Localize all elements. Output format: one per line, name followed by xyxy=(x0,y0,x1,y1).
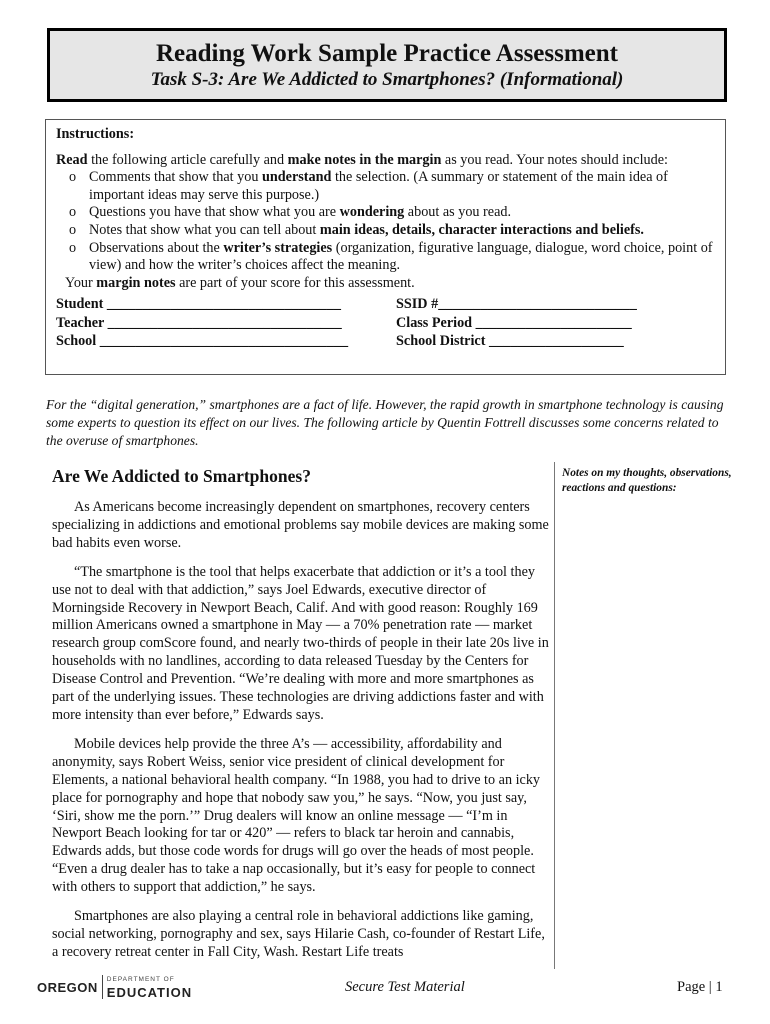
school-field[interactable]: School ___________________________________ xyxy=(56,332,349,349)
instructions-lead xyxy=(56,152,715,170)
text-run: Observations about the xyxy=(89,239,224,256)
margin-notes-column[interactable] xyxy=(554,462,770,969)
text-run: Comments that show that you xyxy=(89,169,263,186)
student-field[interactable]: Student _________________________________ xyxy=(56,296,341,313)
fields-right-column xyxy=(396,296,637,351)
teacher-field[interactable]: Teacher _________________________________ xyxy=(56,314,342,331)
bullet-marker: o xyxy=(69,169,77,186)
instructions-closing xyxy=(56,275,715,293)
logo-education-text: EDUCATION xyxy=(106,984,193,1000)
article-paragraph: As Americans become increasingly dependent on smartphones, recovery centers specializing in addictions and emotional problems say mobile devices are making some bad habits even worse. xyxy=(52,499,549,551)
bullet-marker: o xyxy=(69,221,77,238)
bold-text-run: main ideas, details, character interactions and beliefs. xyxy=(319,221,644,238)
article-paragraph: Mobile devices help provide the three A’s — accessibility, affordability and anonymity, says Robert Weiss, senior vice president of clinical development for Elements, a national behavioral health company. “In 1988, you had to drive to an icky place for pornography and hope that nobody saw you,” he says. “Now, you just say, ‘Siri, show me the porn.’” Drug dealers will know an online message — “I’m in Newport Beach looking for tar or 420” — refers to black tar heroin and cannabis, Edwards adds, but those code words for drugs will go over the heads of most people. “Even a drug dealer has to take a nap occasionally, but it’s easy for people to connect with others to support that addiction,” he says. xyxy=(52,735,541,896)
school-district-field[interactable]: School District ___________________ xyxy=(396,332,624,349)
article-paragraph: Smartphones are also playing a central role in behavioral addictions like gaming, social networking, pornography and sex, says Hilarie Cash, co-founder of Restart Life, a recovery retreat center in Fall City, Wash. Restart Life treats xyxy=(52,908,545,960)
bold-text-run: wondering xyxy=(339,204,405,221)
text-run: (organization, figurative language, dialogue, word choice, point of view) and how the writer’s choices affect the meaning. xyxy=(89,239,713,274)
logo-oregon-text: OREGON xyxy=(37,979,98,995)
text-run: the selection. (A summary or statement of the main idea of important ideas may serve this purpose.) xyxy=(89,169,668,203)
bullet-text xyxy=(89,240,713,274)
logo-dept-text: DEPARTMENT OF xyxy=(106,975,175,983)
article xyxy=(52,466,550,973)
instructions-list xyxy=(56,169,715,275)
text-run: Questions you have that show what you are xyxy=(89,204,340,221)
instructions-box xyxy=(45,119,726,375)
article-intro: For the “digital generation,” smartphones are a fact of life. However, the rapid growth in smartphone technology is causing some experts to question its effect on our lives. The following article by Quentin Fottrell discusses some concerns related to the overuse of smartphones. xyxy=(46,397,724,448)
bold-text-run: understand xyxy=(262,169,332,186)
title-box xyxy=(47,28,727,102)
ssid-field[interactable]: SSID #____________________________ xyxy=(396,296,637,313)
margin-notes-label: Notes on my thoughts, observations, reactions and questions: xyxy=(562,467,732,494)
text-run: Notes that show what you can tell about xyxy=(89,221,320,238)
instructions-bullet xyxy=(56,204,715,222)
bullet-text xyxy=(89,222,644,238)
page-number: Page | 1 xyxy=(677,979,723,995)
student-info-fields xyxy=(56,296,715,351)
fields-left-column xyxy=(56,296,396,351)
bullet-text xyxy=(89,169,668,203)
logo-dept-block xyxy=(107,975,192,1000)
bold-text-run: writer’s strategies xyxy=(223,239,333,256)
bold-text-run: margin notes xyxy=(96,274,176,291)
bullet-text xyxy=(89,204,511,220)
instructions-bullet xyxy=(56,169,715,204)
instructions-bullet xyxy=(56,222,715,240)
bullet-marker: o xyxy=(69,204,77,221)
text-run: are part of your score for this assessment. xyxy=(175,274,415,291)
footer-secure-label: Secure Test Material xyxy=(345,979,465,995)
oregon-education-logo xyxy=(37,974,192,1000)
article-paragraph: “The smartphone is the tool that helps exacerbate that addiction or it’s a tool they use not to deal with that addiction,” says Joel Edwards, executive director of Morningside Recovery in Newport Beach, Calif. And with good reason: Roughly 169 million Americans owned a smartphone in May — a 70% penetration rate — market research group comScore found, and nearly two-thirds of people in their late 20s live in households with no landlines, according to data released Tuesday by the Centers for Disease Control and Prevention. “We’re dealing with more and more smartphones as part of the underlying issues. These technologies are driving addictions faster and with more intensity than ever before,” Edwards says. xyxy=(52,563,549,723)
article-title: Are We Addicted to Smartphones? xyxy=(52,466,311,486)
bold-text-run: Read xyxy=(56,151,88,168)
text-run: about as you read. xyxy=(404,204,512,221)
bullet-marker: o xyxy=(69,239,77,256)
page-subtitle: Task S-3: Are We Addicted to Smartphones? (Informational) xyxy=(150,69,624,90)
text-run: Your xyxy=(65,274,97,291)
page-title: Reading Work Sample Practice Assessment xyxy=(155,40,618,67)
instructions-heading: Instructions: xyxy=(56,126,135,142)
class-period-field[interactable]: Class Period ______________________ xyxy=(396,314,632,331)
logo-divider xyxy=(102,975,103,999)
bold-text-run: make notes in the margin xyxy=(287,151,442,168)
text-run: the following article carefully and xyxy=(87,151,288,168)
text-run: as you read. Your notes should include: xyxy=(441,151,668,168)
instructions-bullet xyxy=(56,240,715,275)
